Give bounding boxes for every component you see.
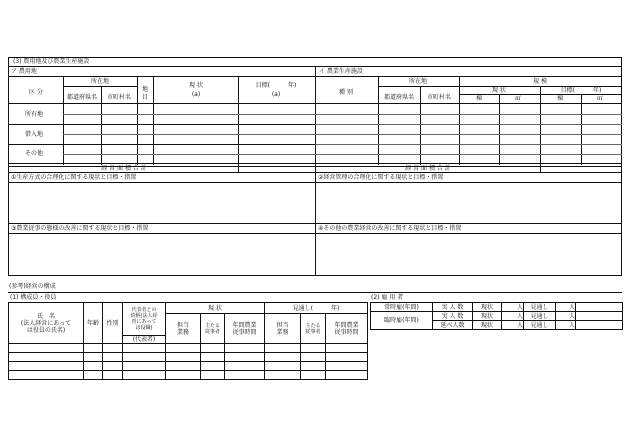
farmland-vline-kubun	[63, 76, 64, 165]
box2-rule	[315, 182, 622, 183]
box1-rule	[8, 182, 315, 183]
employment-current: 現状	[473, 303, 502, 312]
farmland-total-bottom	[8, 172, 315, 173]
box-management: ②経営管理の合理化に関する現状と目標・措置	[318, 174, 444, 181]
farmland-row-leased-bottom	[8, 144, 315, 145]
facilities-col-city: 市町村名	[426, 94, 452, 101]
members-col-current: 現 状	[166, 303, 265, 314]
employment-row-permanent: 常時雇(年間)	[371, 303, 433, 312]
facilities-col-target: 目標( 年)	[560, 87, 602, 94]
farmland-vline-city	[137, 76, 138, 165]
employment-actual-count: 実 人 数	[433, 303, 473, 312]
members-col-duty: 担当 業務	[166, 314, 201, 344]
box4-rule	[315, 233, 622, 234]
facilities-unit-area: ㎡	[515, 95, 522, 102]
facilities-unit-area: ㎡	[597, 95, 604, 102]
employment-value-cell	[576, 312, 623, 321]
facilities-row-line	[315, 144, 622, 145]
farmland-header-bottom	[8, 103, 315, 104]
members-col-hours: 年間農業 従事時間	[326, 314, 368, 344]
employment-outlook: 見通し	[524, 321, 556, 330]
employment-table	[370, 302, 623, 330]
farmland-heading: ア 農用地	[11, 68, 37, 75]
farmland-row-line	[63, 114, 315, 115]
members-heading: (1) 構成員・役員	[10, 294, 57, 301]
facilities-row-line	[315, 154, 622, 155]
facilities-row-line	[315, 124, 622, 125]
box3-rule	[8, 233, 315, 234]
facilities-heading-rule	[315, 76, 622, 77]
farmland-col-location: 所在地	[90, 78, 110, 85]
section3-title: (3) 農用地及び農業生産施設	[13, 58, 90, 65]
employment-outlook: 見通し	[524, 303, 556, 312]
farmland-row-other: その他	[25, 150, 44, 157]
farmland-col-city: 市町村名	[106, 94, 132, 101]
facilities-col-current: 現 状	[492, 87, 506, 94]
members-col-name: 氏 名 (法人経営にあって は役員の氏名)	[9, 303, 84, 344]
facilities-total-rule	[315, 163, 622, 167]
employment-heading: (2) 雇 用 者	[371, 294, 404, 301]
members-col-relation: 代表者との 続柄(法人経 営にあって は役職)	[123, 303, 166, 336]
employment-unit: 人	[502, 303, 524, 312]
members-table	[8, 302, 368, 380]
facilities-col-prefecture: 都道府県名	[383, 94, 415, 101]
facilities-row-line	[315, 134, 622, 135]
facilities-vline-target	[540, 86, 541, 172]
employment-current: 現状	[473, 312, 502, 321]
facilities-header-bottom	[315, 103, 622, 104]
farmland-location-rule	[63, 86, 137, 87]
employment-value-cell	[576, 321, 623, 330]
facilities-unit-count: 棟	[557, 95, 564, 102]
reference-title: (参考)経営の構成	[9, 283, 56, 290]
employment-total-count: 延べ人数	[433, 321, 473, 330]
farmland-total-rule	[8, 163, 315, 167]
farmland-col-kubun: 区 分	[29, 89, 43, 96]
members-col-sex: 性別	[103, 303, 123, 344]
farmland-col-target: 目標( 年)	[255, 82, 297, 89]
facilities-vline-type	[378, 76, 379, 165]
employment-row-temporary: 臨時雇(年間)	[371, 312, 433, 330]
box-production-method: ①生産方式の合理化に関する現状と目標・措置	[11, 174, 137, 181]
table-row	[9, 371, 368, 380]
facilities-unit-count: 棟	[476, 95, 483, 102]
facilities-vline-city	[459, 76, 460, 165]
members-col-outlook: 見通し( 年)	[265, 303, 368, 314]
farmland-total-label: 経 営 面 積 合 計	[101, 165, 147, 172]
box-work-style: ③農業従事の態様の改善に関する現状と目標・措置	[11, 225, 149, 232]
members-col-hours: 年間農業 従事時間	[225, 314, 265, 344]
section3-center-divider	[315, 66, 316, 276]
farmland-row-owned: 所有地	[25, 111, 44, 118]
employment-unit: 人	[502, 312, 524, 321]
farmland-row-line	[63, 134, 315, 135]
facilities-heading: イ 農業生産施設	[319, 68, 363, 75]
farmland-row-owned-bottom	[8, 124, 315, 125]
facilities-col-scale: 規 模	[533, 78, 547, 85]
employment-unit: 人	[556, 312, 576, 321]
members-col-main-worker: 主たる 従事者	[201, 314, 225, 344]
reference-top-rule	[8, 292, 622, 293]
farmland-col-current: 現 状	[189, 82, 203, 89]
employment-unit: 人	[556, 303, 576, 312]
facilities-row-line	[315, 114, 622, 115]
employment-unit: 人	[556, 321, 576, 330]
employment-outlook: 見通し	[524, 312, 556, 321]
farmland-col-chimoku: 地目	[141, 86, 148, 101]
farmland-col-prefecture: 都道府県名	[66, 94, 98, 101]
facilities-total-label: 経 営 面 積 合 計	[405, 165, 451, 172]
facilities-col-location: 所在地	[408, 78, 428, 85]
employment-unit: 人	[502, 321, 524, 330]
members-col-representative: (代表者)	[123, 336, 166, 344]
farmland-row-line	[63, 154, 315, 155]
table-row	[9, 344, 368, 353]
members-col-age: 年齢	[84, 303, 103, 344]
facilities-total-bottom	[315, 172, 622, 173]
employment-actual-count: 実 人 数	[433, 312, 473, 321]
farmland-col-current-unit: (a)	[191, 91, 201, 98]
farmland-row-leased: 借入地	[25, 131, 44, 138]
table-row	[9, 362, 368, 371]
boxes-middle-rule	[8, 223, 622, 224]
members-col-main-worker: 主たる 従事者	[301, 314, 326, 344]
facilities-col-type: 種 別	[339, 89, 353, 96]
members-col-duty: 担当 業務	[265, 314, 301, 344]
employment-value-cell	[576, 303, 623, 312]
farmland-heading-rule	[8, 76, 315, 77]
farmland-col-target-unit: (a)	[271, 91, 281, 98]
farmland-vline-chimoku	[153, 76, 154, 165]
table-row	[9, 353, 368, 362]
box-other-improvement: ④その他の農業経営の改善に関する現状と目標・措置	[318, 225, 462, 232]
employment-current: 現状	[473, 321, 502, 330]
